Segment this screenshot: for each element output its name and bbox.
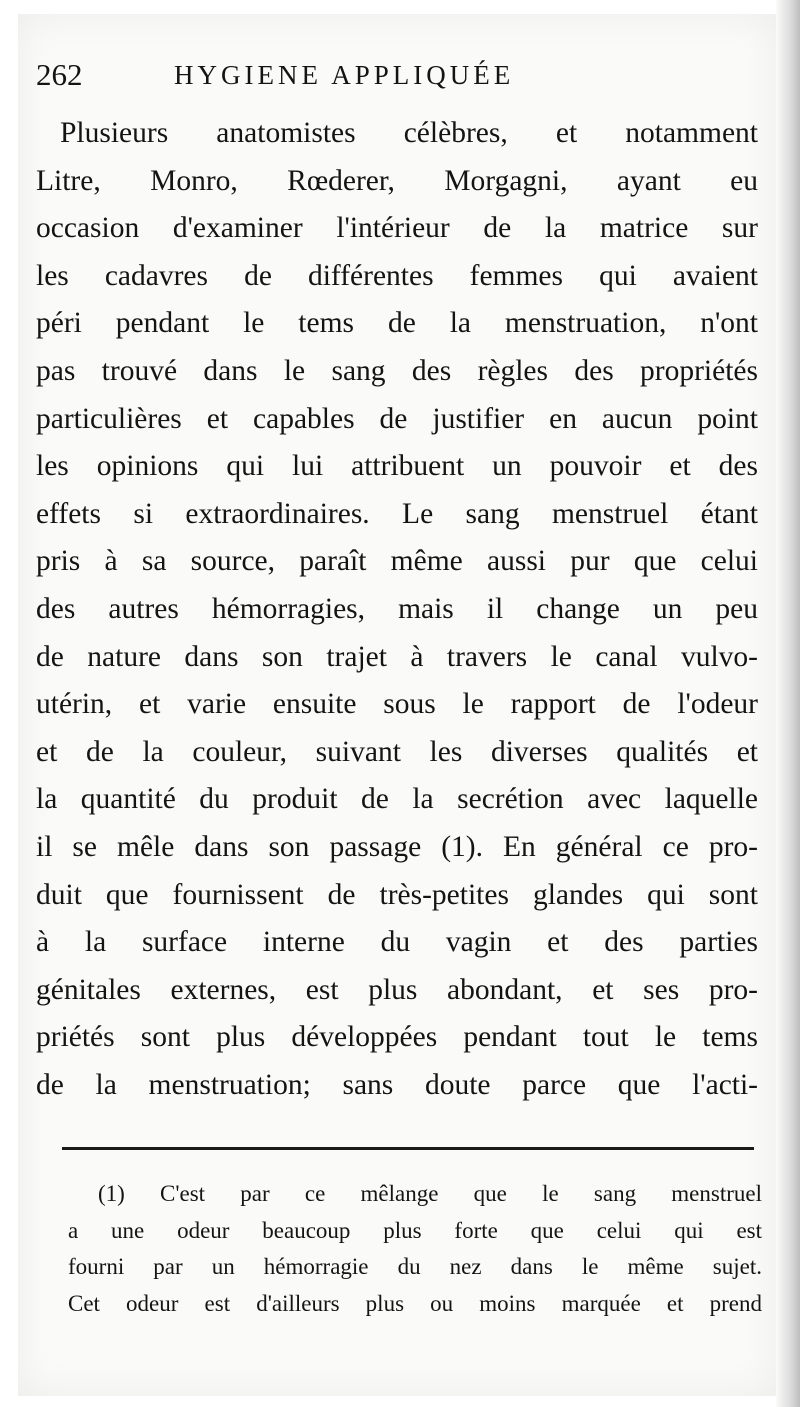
text-line: les opinions qui lui attribuent un pouvoir et des <box>36 450 758 483</box>
text-line: Plusieurs anatomistes célèbres, et notamment <box>60 117 758 149</box>
text-line: particulières et capables de justifier en aucun point <box>36 402 758 435</box>
text-line: péri pendant le tems de la menstruation, n'ont <box>36 307 758 340</box>
text-line: pas trouvé dans le sang des règles des propriétés <box>36 354 758 387</box>
footnote <box>68 1176 762 1322</box>
text-line: à la surface interne du vagin et des parties <box>36 926 758 959</box>
text-line: génitales externes, est plus abondant, et ses pro- <box>36 973 758 1006</box>
running-head: HYGIENE APPLIQUÉE <box>174 60 515 90</box>
footnote-line: Cet odeur est d'ailleurs plus ou moins marquée et prend <box>68 1290 762 1316</box>
page-number: 262 <box>36 57 83 92</box>
text-line: pris à sa source, paraît même aussi pur que celui <box>36 545 758 578</box>
page-edge-shadow <box>776 0 800 1407</box>
footnote-divider <box>62 1147 754 1150</box>
text-line: occasion d'examiner l'intérieur de la matrice sur <box>36 212 758 245</box>
text-line: Litre, Monro, Rœderer, Morgagni, ayant eu <box>36 164 758 197</box>
text-line: utérin, et varie ensuite sous le rapport de l'odeur <box>36 688 758 721</box>
body-text <box>36 110 758 1109</box>
text-line: il se mêle dans son passage (1). En général ce pro- <box>36 830 758 863</box>
footnote-line: fourni par un hémorragie du nez dans le même sujet. <box>68 1254 762 1279</box>
page-header <box>36 52 756 98</box>
text-line: et de la couleur, suivant les diverses qualités et <box>36 735 758 768</box>
text-line: la quantité du produit de la secrétion avec laquelle <box>36 783 758 816</box>
text-line: duit que fournissent de très-petites glandes qui sont <box>36 878 758 911</box>
text-line: priétés sont plus développées pendant tout le tems <box>36 1021 758 1054</box>
text-line: des autres hémorragies, mais il change un peu <box>36 592 758 625</box>
footnote-line: a une odeur beaucoup plus forte que celui qui est <box>68 1217 762 1243</box>
text-line: de la menstruation; sans doute parce que l'acti- <box>36 1068 758 1101</box>
text-line: les cadavres de différentes femmes qui avaient <box>36 259 758 292</box>
text-line: effets si extraordinaires. Le sang menstruel étant <box>36 497 758 530</box>
text-line: de nature dans son trajet à travers le canal vulvo- <box>36 640 758 673</box>
footnote-line: (1) C'est par ce mêlange que le sang menstruel <box>98 1181 762 1206</box>
